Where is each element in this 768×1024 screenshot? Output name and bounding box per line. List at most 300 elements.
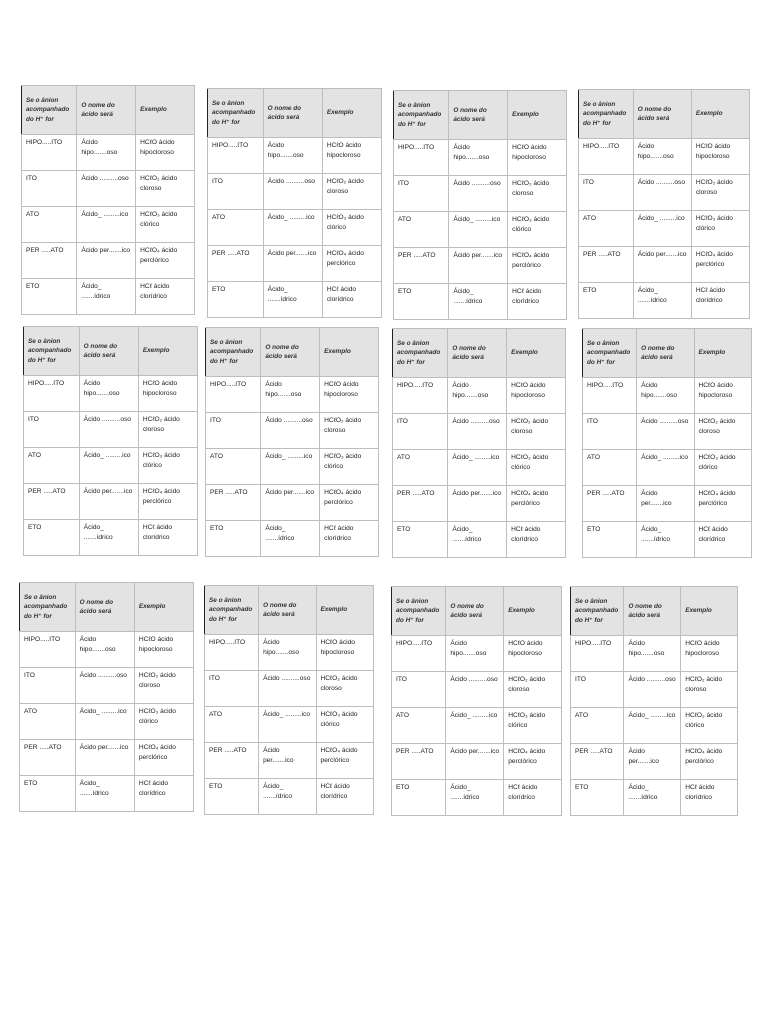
table-row — [206, 485, 379, 521]
table-row — [208, 246, 382, 282]
example-cell: HCℓO₂ ácido cloroso — [322, 174, 381, 210]
table-row — [20, 632, 194, 668]
table-row — [22, 171, 195, 207]
anion-cell: ITO — [206, 413, 261, 449]
acid-name-cell: Ácido ..........oso — [261, 413, 320, 449]
table-header-row — [393, 329, 566, 378]
example-cell: HCℓO₃ ácido clórico — [320, 449, 379, 485]
acid-name-cell: Ácido hipo.......oso — [75, 632, 134, 668]
anion-cell: PER .....ATO — [22, 243, 77, 279]
table-row — [20, 668, 194, 704]
header-example: Exemplo — [322, 89, 381, 138]
example-cell: HCℓO₃ ácido clórico — [316, 707, 373, 743]
table-row — [571, 780, 738, 816]
acid-name-cell: Ácido_ .......ídrico — [624, 780, 681, 816]
acid-name-cell: Ácido_ .........ico — [79, 448, 138, 484]
table-row — [205, 671, 374, 707]
header-example: Exemplo — [320, 328, 379, 377]
acid-name-cell: Ácido ..........oso — [633, 175, 691, 211]
table-row — [24, 484, 198, 520]
header-anion: Se o ânion acompanhado do H⁺ for — [392, 587, 446, 636]
example-cell: HCℓO₃ ácido clórico — [507, 450, 566, 486]
table-row — [20, 740, 194, 776]
table-header-row — [579, 90, 750, 139]
header-acid-name: O nome do ácido será — [79, 327, 138, 376]
anion-cell: PER .....ATO — [205, 743, 259, 779]
table-header-row — [24, 327, 198, 376]
table-row — [208, 138, 382, 174]
header-example: Exemplo — [681, 587, 738, 636]
anion-cell: ETO — [393, 522, 448, 558]
header-example: Exemplo — [691, 90, 749, 139]
anion-cell: ITO — [205, 671, 259, 707]
acid-name-cell: Ácido per.......ico — [263, 246, 322, 282]
acid-name-cell: Ácido_ .........ico — [261, 449, 320, 485]
example-cell: HCℓO₂ ácido cloroso — [138, 412, 197, 448]
example-cell: HCℓ ácido clorídrico — [504, 780, 562, 816]
acid-name-cell: Ácido per.......ico — [449, 248, 508, 284]
example-cell: HCℓO ácido hipocloroso — [681, 636, 738, 672]
acid-name-cell: Ácido hipo.......oso — [79, 376, 138, 412]
example-cell: HCℓO₄ ácido perclórico — [316, 743, 373, 779]
example-cell: HCℓ ácido clorídrico — [507, 522, 566, 558]
example-cell: HCℓO ácido hipocloroso — [134, 632, 193, 668]
example-cell: HCℓO₂ ácido cloroso — [691, 175, 749, 211]
table-header-row — [394, 91, 567, 140]
anion-cell: ATO — [583, 450, 637, 486]
example-cell: HCℓO ácido hipocloroso — [691, 139, 749, 175]
example-cell: HCℓO₃ ácido clórico — [694, 450, 751, 486]
table-header-row — [20, 583, 194, 632]
acid-name-cell: Ácido_ .........ico — [446, 708, 504, 744]
header-anion: Se o ânion acompanhado do H⁺ for — [571, 587, 624, 636]
table-row — [22, 279, 195, 315]
acid-naming-table — [21, 85, 195, 315]
table-header-row — [22, 86, 195, 135]
table-row — [394, 176, 567, 212]
anion-cell: ITO — [24, 412, 80, 448]
acid-name-cell: Ácido_ .......ídrico — [263, 282, 322, 318]
anion-cell: ATO — [392, 708, 446, 744]
acid-name-cell: Ácido_ .......ídrico — [79, 520, 138, 556]
table-row — [393, 378, 566, 414]
acid-name-cell: Ácido_ .........ico — [448, 450, 507, 486]
table-header-row — [205, 586, 374, 635]
acid-name-cell: Ácido ..........oso — [75, 668, 134, 704]
anion-cell: ETO — [20, 776, 76, 812]
header-anion: Se o ânion acompanhado do H⁺ for — [205, 586, 259, 635]
anion-cell: ITO — [394, 176, 449, 212]
table-row — [208, 282, 382, 318]
table-row — [392, 780, 562, 816]
anion-cell: ETO — [583, 522, 637, 558]
acid-naming-table — [23, 326, 198, 556]
acid-naming-table — [392, 328, 566, 558]
anion-cell: HIPO.....ITO — [579, 139, 634, 175]
header-example: Exemplo — [138, 327, 197, 376]
table-row — [392, 672, 562, 708]
anion-cell: ETO — [394, 284, 449, 320]
acid-name-cell: Ácido hipo.......oso — [263, 138, 322, 174]
anion-cell: ATO — [394, 212, 449, 248]
acid-name-cell: Ácido_ .........ico — [75, 704, 134, 740]
table-header-row — [571, 587, 738, 636]
example-cell: HCℓ ácido clorídrico — [316, 779, 373, 815]
acid-name-cell: Ácido hipo.......oso — [446, 636, 504, 672]
acid-naming-table — [578, 89, 750, 319]
example-cell: HCℓO₃ ácido clórico — [322, 210, 381, 246]
example-cell: HCℓO₃ ácido clórico — [136, 207, 195, 243]
example-cell: HCℓO₂ ácido cloroso — [681, 672, 738, 708]
anion-cell: PER .....ATO — [24, 484, 80, 520]
acid-naming-table — [204, 585, 374, 815]
table-row — [20, 704, 194, 740]
table-row — [24, 412, 198, 448]
table-row — [583, 450, 752, 486]
anion-cell: PER .....ATO — [208, 246, 264, 282]
example-cell: HCℓO₄ ácido perclórico — [508, 248, 567, 284]
table-row — [579, 139, 750, 175]
acid-name-cell: Ácido per.......ico — [448, 486, 507, 522]
anion-cell: PER .....ATO — [393, 486, 448, 522]
example-cell: HCℓO₄ ácido perclórico — [320, 485, 379, 521]
header-example: Exemplo — [134, 583, 193, 632]
anion-cell: ETO — [205, 779, 259, 815]
anion-cell: HIPO.....ITO — [392, 636, 446, 672]
acid-name-cell: Ácido ..........oso — [448, 414, 507, 450]
header-anion: Se o ânion acompanhado do H⁺ for — [206, 328, 261, 377]
example-cell: HCℓO ácido hipocloroso — [316, 635, 373, 671]
header-example: Exemplo — [507, 329, 566, 378]
table-row — [205, 707, 374, 743]
table-row — [24, 376, 198, 412]
acid-name-cell: Ácido ..........oso — [637, 414, 694, 450]
example-cell: HCℓO₃ ácido clórico — [681, 708, 738, 744]
header-example: Exemplo — [508, 91, 567, 140]
table-row — [208, 174, 382, 210]
table-row — [394, 284, 567, 320]
example-cell: HCℓ ácido clorídrico — [508, 284, 567, 320]
header-acid-name: O nome do ácido será — [259, 586, 316, 635]
acid-name-cell: Ácido_ .........ico — [77, 207, 136, 243]
acid-name-cell: Ácido_ .........ico — [259, 707, 316, 743]
acid-name-cell: Ácido hipo.......oso — [637, 378, 694, 414]
anion-cell: ETO — [206, 521, 261, 557]
acid-naming-table — [19, 582, 194, 812]
acid-naming-table — [391, 586, 562, 816]
header-anion: Se o ânion acompanhado do H⁺ for — [394, 91, 449, 140]
example-cell: HCℓO₂ ácido cloroso — [136, 171, 195, 207]
acid-name-cell: Ácido_ .......ídrico — [446, 780, 504, 816]
acid-name-cell: Ácido hipo.......oso — [261, 377, 320, 413]
table-row — [205, 635, 374, 671]
table-header-row — [208, 89, 382, 138]
anion-cell: ITO — [208, 174, 264, 210]
acid-name-cell: Ácido per.......ico — [77, 243, 136, 279]
example-cell: HCℓO ácido hipocloroso — [504, 636, 562, 672]
table-row — [205, 779, 374, 815]
example-cell: HCℓO ácido hipocloroso — [508, 140, 567, 176]
header-anion: Se o ânion acompanhado do H⁺ for — [20, 583, 76, 632]
table-row — [579, 283, 750, 319]
acid-name-cell: Ácido per.......ico — [624, 744, 681, 780]
example-cell: HCℓO₄ ácido perclórico — [691, 247, 749, 283]
table-row — [22, 135, 195, 171]
example-cell: HCℓ ácido clorídrico — [694, 522, 751, 558]
anion-cell: PER .....ATO — [571, 744, 624, 780]
acid-name-cell: Ácido_ .......ídrico — [261, 521, 320, 557]
header-anion: Se o ânion acompanhado do H⁺ for — [24, 327, 80, 376]
example-cell: HCℓO ácido hipocloroso — [320, 377, 379, 413]
acid-name-cell: Ácido ..........oso — [263, 174, 322, 210]
example-cell: HCℓO ácido hipocloroso — [694, 378, 751, 414]
anion-cell: HIPO.....ITO — [22, 135, 77, 171]
table-row — [571, 744, 738, 780]
header-acid-name: O nome do ácido será — [448, 329, 507, 378]
example-cell: HCℓO₂ ácido cloroso — [694, 414, 751, 450]
acid-name-cell: Ácido_ .......ídrico — [448, 522, 507, 558]
acid-name-cell: Ácido ..........oso — [446, 672, 504, 708]
acid-name-cell: Ácido_ .......ídrico — [633, 283, 691, 319]
table-row — [392, 744, 562, 780]
anion-cell: HIPO.....ITO — [24, 376, 80, 412]
table-row — [394, 140, 567, 176]
acid-name-cell: Ácido hipo.......oso — [77, 135, 136, 171]
header-acid-name: O nome do ácido será — [75, 583, 134, 632]
table-row — [583, 486, 752, 522]
table-row — [583, 414, 752, 450]
example-cell: HCℓO₄ ácido perclórico — [681, 744, 738, 780]
anion-cell: PER .....ATO — [20, 740, 76, 776]
table-row — [393, 522, 566, 558]
example-cell: HCℓO₄ ácido perclórico — [136, 243, 195, 279]
header-example: Exemplo — [136, 86, 195, 135]
example-cell: HCℓ ácido clorídrico — [136, 279, 195, 315]
anion-cell: HIPO.....ITO — [20, 632, 76, 668]
example-cell: HCℓO₂ ácido cloroso — [320, 413, 379, 449]
table-row — [393, 450, 566, 486]
anion-cell: ITO — [20, 668, 76, 704]
example-cell: HCℓO₄ ácido perclórico — [694, 486, 751, 522]
table-row — [393, 486, 566, 522]
example-cell: HCℓO₂ ácido cloroso — [134, 668, 193, 704]
table-row — [579, 247, 750, 283]
header-acid-name: O nome do ácido será — [263, 89, 322, 138]
acid-name-cell: Ácido_ .......ídrico — [449, 284, 508, 320]
table-row — [22, 243, 195, 279]
acid-name-cell: Ácido_ .........ico — [263, 210, 322, 246]
anion-cell: ETO — [392, 780, 446, 816]
table-row — [394, 248, 567, 284]
table-row — [571, 708, 738, 744]
header-anion: Se o ânion acompanhado do H⁺ for — [579, 90, 634, 139]
example-cell: HCℓO₄ ácido perclórico — [138, 484, 197, 520]
anion-cell: ATO — [22, 207, 77, 243]
acid-name-cell: Ácido hipo.......oso — [633, 139, 691, 175]
table-row — [394, 212, 567, 248]
anion-cell: ATO — [571, 708, 624, 744]
table-row — [206, 449, 379, 485]
table-row — [22, 207, 195, 243]
acid-name-cell: Ácido per.......ico — [259, 743, 316, 779]
anion-cell: ATO — [393, 450, 448, 486]
acid-name-cell: Ácido ..........oso — [79, 412, 138, 448]
table-row — [583, 522, 752, 558]
acid-name-cell: Ácido per.......ico — [75, 740, 134, 776]
anion-cell: PER .....ATO — [579, 247, 634, 283]
anion-cell: HIPO.....ITO — [571, 636, 624, 672]
header-example: Exemplo — [694, 329, 751, 378]
table-row — [24, 448, 198, 484]
acid-name-cell: Ácido hipo.......oso — [449, 140, 508, 176]
example-cell: HCℓO₂ ácido cloroso — [508, 176, 567, 212]
header-acid-name: O nome do ácido será — [637, 329, 694, 378]
acid-naming-table — [205, 327, 379, 557]
acid-name-cell: Ácido ..........oso — [77, 171, 136, 207]
anion-cell: ETO — [22, 279, 77, 315]
anion-cell: PER .....ATO — [394, 248, 449, 284]
example-cell: HCℓO₃ ácido clórico — [504, 708, 562, 744]
anion-cell: ATO — [206, 449, 261, 485]
example-cell: HCℓO₄ ácido perclórico — [504, 744, 562, 780]
header-acid-name: O nome do ácido será — [449, 91, 508, 140]
acid-naming-table — [393, 90, 567, 320]
acid-name-cell: Ácido_ .........ico — [624, 708, 681, 744]
acid-name-cell: Ácido per.......ico — [261, 485, 320, 521]
anion-cell: ETO — [208, 282, 264, 318]
example-cell: HCℓ ácido clorídrico — [681, 780, 738, 816]
table-row — [571, 672, 738, 708]
table-row — [583, 378, 752, 414]
acid-name-cell: Ácido hipo.......oso — [259, 635, 316, 671]
table-row — [206, 413, 379, 449]
header-acid-name: O nome do ácido será — [77, 86, 136, 135]
anion-cell: PER .....ATO — [206, 485, 261, 521]
acid-name-cell: Ácido_ .......ídrico — [75, 776, 134, 812]
anion-cell: PER .....ATO — [583, 486, 637, 522]
header-acid-name: O nome do ácido será — [261, 328, 320, 377]
example-cell: HCℓ ácido clorídrico — [134, 776, 193, 812]
table-row — [24, 520, 198, 556]
example-cell: HCℓO ácido hipocloroso — [507, 378, 566, 414]
example-cell: HCℓ ácido clorídrico — [322, 282, 381, 318]
example-cell: HCℓO₂ ácido cloroso — [507, 414, 566, 450]
acid-name-cell: Ácido per.......ico — [637, 486, 694, 522]
anion-cell: ITO — [571, 672, 624, 708]
example-cell: HCℓO₂ ácido cloroso — [504, 672, 562, 708]
header-anion: Se o ânion acompanhado do H⁺ for — [208, 89, 264, 138]
acid-name-cell: Ácido_ .......ídrico — [77, 279, 136, 315]
table-row — [579, 175, 750, 211]
acid-name-cell: Ácido ..........oso — [624, 672, 681, 708]
anion-cell: ATO — [579, 211, 634, 247]
table-row — [392, 636, 562, 672]
acid-name-cell: Ácido_ .........ico — [633, 211, 691, 247]
header-example: Exemplo — [504, 587, 562, 636]
example-cell: HCℓ ácido clorídrico — [138, 520, 197, 556]
example-cell: HCℓO₄ ácido perclórico — [507, 486, 566, 522]
example-cell: HCℓO₃ ácido clórico — [138, 448, 197, 484]
anion-cell: HIPO.....ITO — [208, 138, 264, 174]
header-anion: Se o ânion acompanhado do H⁺ for — [583, 329, 637, 378]
acid-naming-table — [570, 586, 738, 816]
anion-cell: ETO — [24, 520, 80, 556]
acid-name-cell: Ácido_ .......ídrico — [637, 522, 694, 558]
anion-cell: ITO — [393, 414, 448, 450]
table-row — [393, 414, 566, 450]
example-cell: HCℓO₃ ácido clórico — [691, 211, 749, 247]
example-cell: HCℓO₂ ácido cloroso — [316, 671, 373, 707]
anion-cell: HIPO.....ITO — [205, 635, 259, 671]
example-cell: HCℓO ácido hipocloroso — [322, 138, 381, 174]
acid-name-cell: Ácido_ .......ídrico — [259, 779, 316, 815]
table-row — [205, 743, 374, 779]
acid-name-cell: Ácido_ .........ico — [449, 212, 508, 248]
anion-cell: HIPO.....ITO — [394, 140, 449, 176]
acid-name-cell: Ácido per.......ico — [79, 484, 138, 520]
table-header-row — [583, 329, 752, 378]
anion-cell: PER .....ATO — [392, 744, 446, 780]
anion-cell: HIPO.....ITO — [206, 377, 261, 413]
table-row — [208, 210, 382, 246]
table-row — [579, 211, 750, 247]
anion-cell: HIPO.....ITO — [583, 378, 637, 414]
table-row — [206, 377, 379, 413]
anion-cell: ATO — [208, 210, 264, 246]
table-row — [20, 776, 194, 812]
acid-naming-table — [207, 88, 382, 318]
header-acid-name: O nome do ácido será — [624, 587, 681, 636]
header-acid-name: O nome do ácido será — [446, 587, 504, 636]
acid-name-cell: Ácido per.......ico — [633, 247, 691, 283]
anion-cell: ETO — [579, 283, 634, 319]
example-cell: HCℓO₄ ácido perclórico — [134, 740, 193, 776]
anion-cell: ITO — [579, 175, 634, 211]
example-cell: HCℓO₃ ácido clórico — [508, 212, 567, 248]
anion-cell: ATO — [205, 707, 259, 743]
example-cell: HCℓ ácido clorídrico — [691, 283, 749, 319]
acid-name-cell: Ácido hipo.......oso — [448, 378, 507, 414]
header-acid-name: O nome do ácido será — [633, 90, 691, 139]
acid-name-cell: Ácido_ .........ico — [637, 450, 694, 486]
example-cell: HCℓO ácido hipocloroso — [138, 376, 197, 412]
anion-cell: ITO — [583, 414, 637, 450]
example-cell: HCℓ ácido clorídrico — [320, 521, 379, 557]
anion-cell: ATO — [24, 448, 80, 484]
acid-name-cell: Ácido ..........oso — [449, 176, 508, 212]
acid-name-cell: Ácido hipo.......oso — [624, 636, 681, 672]
example-cell: HCℓO₃ ácido clórico — [134, 704, 193, 740]
table-header-row — [392, 587, 562, 636]
table-row — [392, 708, 562, 744]
header-anion: Se o ânion acompanhado do H⁺ for — [393, 329, 448, 378]
anion-cell: ATO — [20, 704, 76, 740]
anion-cell: ITO — [22, 171, 77, 207]
header-anion: Se o ânion acompanhado do H⁺ for — [22, 86, 77, 135]
acid-naming-table — [582, 328, 752, 558]
table-row — [571, 636, 738, 672]
anion-cell: HIPO.....ITO — [393, 378, 448, 414]
example-cell: HCℓO ácido hipocloroso — [136, 135, 195, 171]
header-example: Exemplo — [316, 586, 373, 635]
table-header-row — [206, 328, 379, 377]
table-row — [206, 521, 379, 557]
acid-name-cell: Ácido per.......ico — [446, 744, 504, 780]
anion-cell: ETO — [571, 780, 624, 816]
anion-cell: ITO — [392, 672, 446, 708]
acid-name-cell: Ácido ..........oso — [259, 671, 316, 707]
example-cell: HCℓO₄ ácido perclórico — [322, 246, 381, 282]
